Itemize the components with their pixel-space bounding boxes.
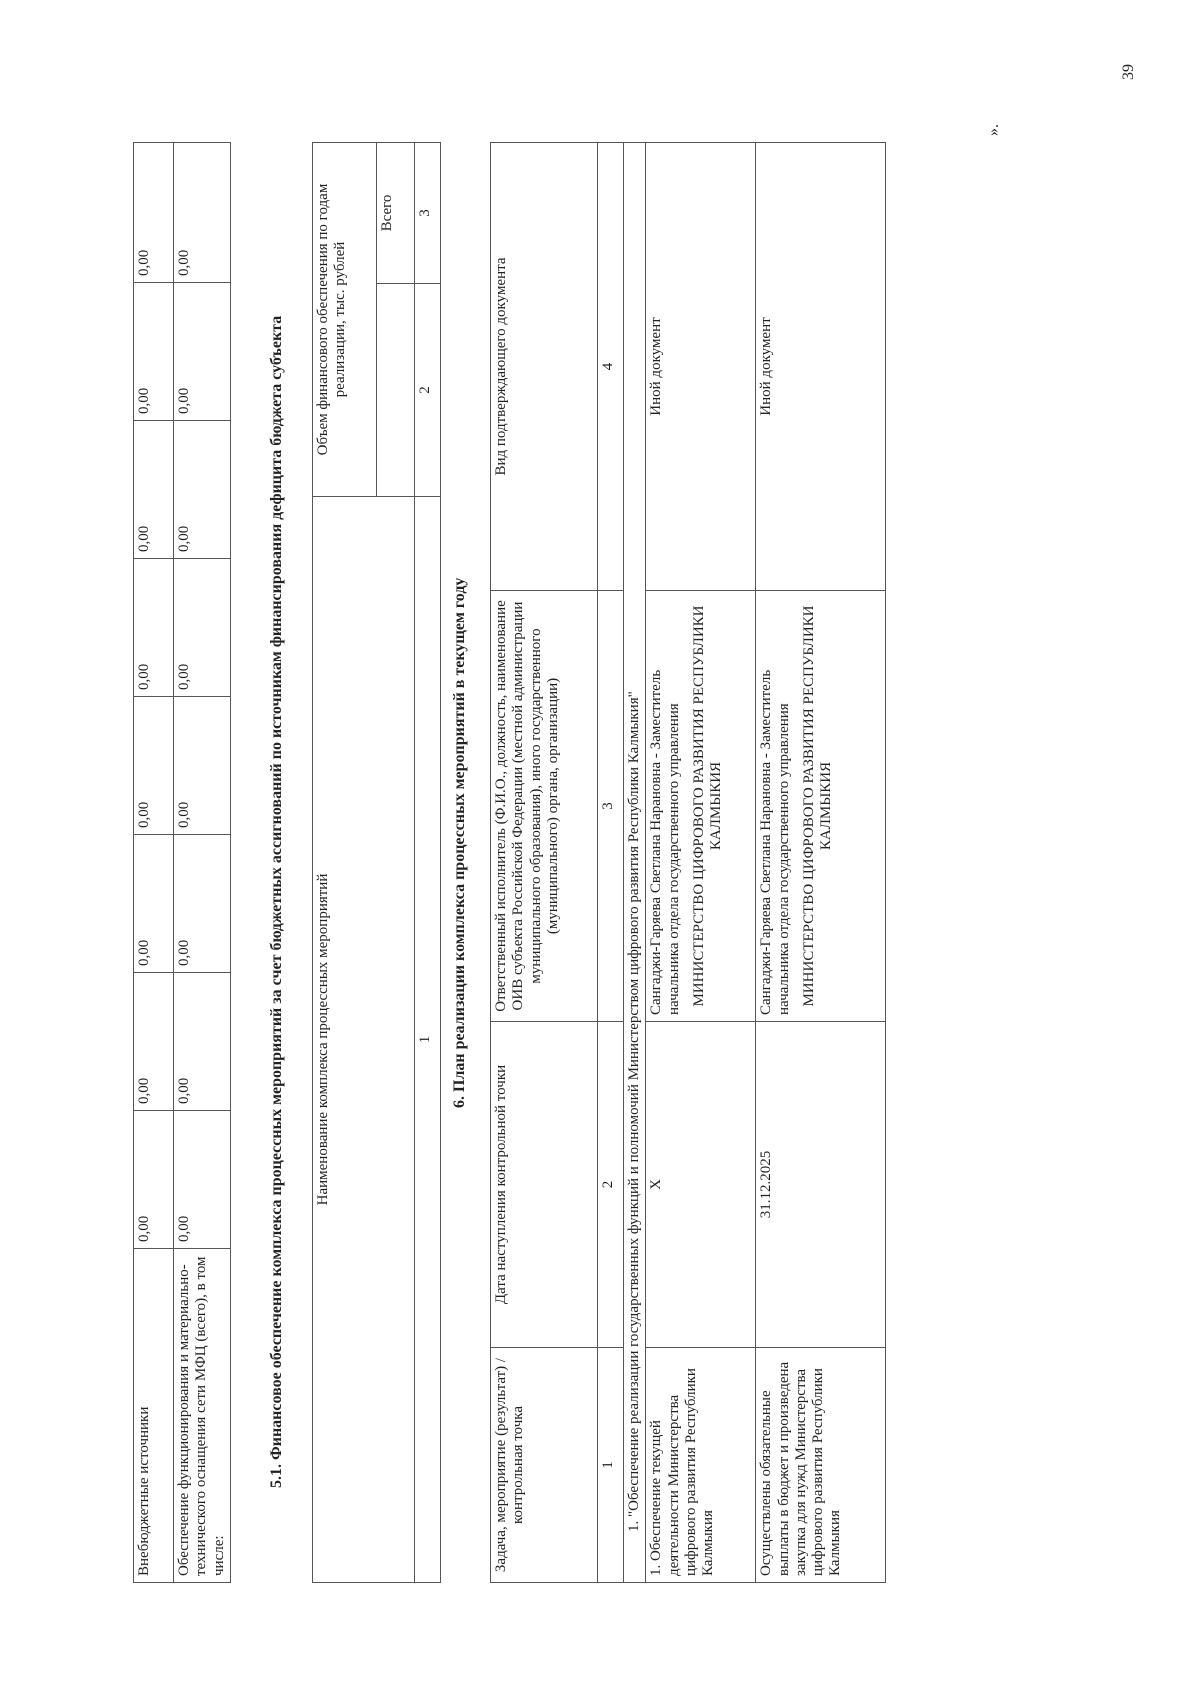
column-header-date: Дата наступления контрольной точки [491,1022,598,1348]
table-row [624,143,646,1583]
row-label: Обеспечение функционирования и материально-технического оснащения сети МФЦ (всего), в том числе: [174,1249,231,1583]
column-header-name: Наименование комплекса процессных мероприятий [313,497,415,1583]
value-cell: 0,00 [174,559,231,697]
table-row [598,143,624,1583]
value-cell: 0,00 [134,697,174,835]
section-6-plan-table [490,142,886,1583]
value-cell: 0,00 [174,835,231,973]
task-line: 1. "Обеспечение реализации государственных функций и полномочий Министерством цифрового развития Республики Калмыкия" [624,143,646,1583]
value-cell: 0,00 [134,559,174,697]
value-cell: 0,00 [134,283,174,421]
column-header-volume: Объем финансового обеспечения по годам реализации, тыс. рублей [313,142,377,496]
section-5-1-title: 5.1. Финансовое обеспечение комплекса процессных мероприятий за счет бюджетных ассигнований по источникам финансирования дефицита бюджета субъекта [268,315,285,1488]
row-label: Внебюджетные источники [134,1249,174,1583]
control-date: 31.12.2025 [756,1022,886,1348]
page-number: 39 [1120,64,1137,80]
value-cell: 0,00 [134,143,174,283]
executor-cell [646,591,756,1022]
table-row [174,143,231,1583]
value-cell: 0,00 [174,283,231,421]
section-6-title: 6. План реализации комплекса процессных мероприятий в текущем году [451,577,468,1108]
executor-org: МИНИСТЕРСТВО ЦИФРОВОГО РАЗВИТИЯ РЕСПУБЛИКИ КАЛМЫКИЯ [690,605,724,1007]
value-cell: 0,00 [134,835,174,973]
value-cell: 0,00 [134,421,174,559]
activity-name: 1. Обеспечение текущей деятельности Министерства цифрового развития Республики Калмыкия [646,1348,756,1583]
column-number: 3 [598,591,624,1022]
control-date: X [646,1022,756,1348]
column-header-executor: Ответственный исполнитель (Ф.И.О., должность, наименование ОИВ субъекта Российской Федерации (местной администрации муниципального образования), иного государственного (муниципального) органа, организации) [491,591,598,1022]
section-5-1-table [312,142,441,1583]
value-cell: 0,00 [174,1111,231,1249]
table-row [646,143,756,1583]
table-row [756,143,886,1583]
column-header-total: Всего [377,142,415,283]
document-type: Иной документ [646,143,756,591]
column-header-task: Задача, мероприятие (результат) / контрольная точка [491,1348,598,1583]
column-number: 4 [598,143,624,591]
value-cell: 0,00 [174,421,231,559]
column-number: 2 [598,1022,624,1348]
table-row [313,142,377,1582]
top-financing-table [133,142,231,1583]
column-number: 2 [415,284,441,497]
document-type: Иной документ [756,143,886,591]
executor-cell [756,591,886,1022]
value-cell: 0,00 [174,973,231,1111]
executor-person: Сангаджи-Гаряева Светлана Нарановна - Заместитель начальника отдела государственного управления [758,669,792,1015]
value-cell: 0,00 [134,1111,174,1249]
table-row [134,143,174,1583]
column-header-blank [377,284,415,497]
column-number: 1 [415,497,441,1583]
executor-org: МИНИСТЕРСТВО ЦИФРОВОГО РАЗВИТИЯ РЕСПУБЛИКИ КАЛМЫКИЯ [800,605,834,1007]
column-number: 1 [598,1348,624,1583]
column-header-document: Вид подтверждающего документа [491,143,598,591]
activity-name: Осуществлены обязательные выплаты в бюджет и произведена закупка для нужд Министерства цифрового развития Республики Калмыкия [756,1348,886,1583]
executor-person: Сангаджи-Гаряева Светлана Нарановна - Заместитель начальника отдела государственного управления [648,669,682,1015]
table-row [491,143,598,1583]
value-cell: 0,00 [174,697,231,835]
value-cell: 0,00 [174,143,231,283]
value-cell: 0,00 [134,973,174,1111]
table-row [415,142,441,1582]
closing-quote-mark: ». [985,124,1002,136]
column-number: 3 [415,142,441,283]
